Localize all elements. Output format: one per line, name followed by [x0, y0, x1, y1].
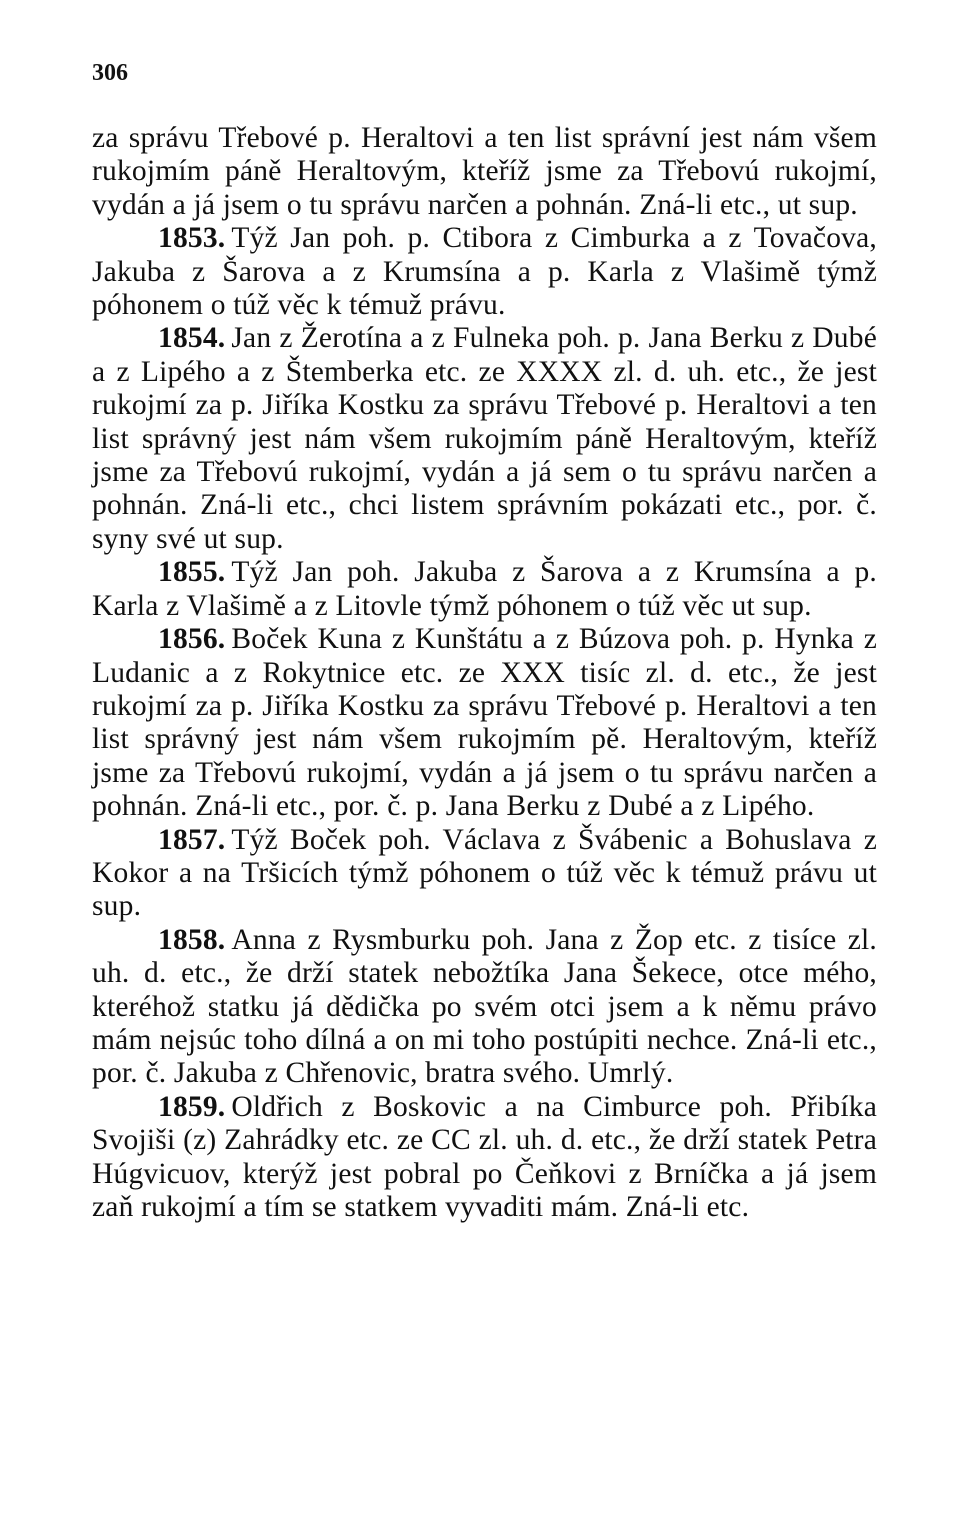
text-body	[92, 122, 877, 1224]
entry-number: 1857.	[158, 823, 226, 856]
entry-1855	[92, 556, 877, 623]
entry-number: 1853.	[158, 222, 226, 255]
entry-text: Týž Jan poh. p. Ctibora z Cimburka a z Tovačova, Jakuba z Šarova a z Krumsína a p. Karla z Vlašimě týmž póhonem o túž věc k témuž právu.	[92, 222, 877, 322]
paragraph-continuation	[92, 122, 877, 222]
entry-number: 1859.	[158, 1090, 226, 1123]
entry-number: 1855.	[158, 556, 226, 589]
entry-number: 1858.	[158, 923, 226, 956]
entry-1859	[92, 1091, 877, 1225]
page-number: 306	[92, 60, 128, 86]
entry-1853	[92, 222, 877, 322]
paragraph-text: za správu Třebové p. Heraltovi a ten list správní jest nám všem rukojmím páně Heraltovým, kteříž jsme za Třebovú rukojmí, vydán a já jsem o tu správu narčen a pohnán. Zná-li etc., ut sup.	[92, 122, 877, 221]
entry-1857	[92, 824, 877, 924]
entry-number: 1856.	[158, 623, 226, 656]
entry-1858	[92, 924, 877, 1091]
entry-number: 1854.	[158, 322, 226, 355]
entry-text: Oldřich z Boskovic a na Cimburce poh. Přibíka Svojiši (z) Zahrádky etc. ze CC zl. uh. d. etc., že drží statek Petra Húgvicuov, kterýž jest pobral po Čeňkovi z Brníčka a já jsem zaň rukojmí a tím se statkem vyvaditi mám. Zná-li etc.	[92, 1090, 877, 1223]
entry-text: Jan z Žerotína a z Fulneka poh. p. Jana Berku z Dubé a z Lipého a z Štemberka etc. ze XXXX zl. d. uh. etc., že jest rukojmí za p. Jiříka Kostku za správu Třebové p. Heraltovi a ten list správný jest nám všem rukojmím páně Heraltovým, kteříž jsme za Třebovú rukojmí, vydán a já sem o tu správu narčen a pohnán. Zná-li etc., chci listem správním pokázati etc., por. č. syny své ut sup.	[92, 322, 877, 555]
entry-text: Anna z Rysmburku poh. Jana z Žop etc. z tisíce zl. uh. d. etc., že drží statek nebožtíka Jana Šekece, otce mého, kteréhož statku já dědička po svém otci jsem a k němu právo mám nejsúc toho dílná a on mi toho postúpiti nechce. Zná-li etc., por. č. Jakuba z Chřenovic, bratra svého. Umrlý.	[92, 923, 877, 1090]
entry-1854	[92, 322, 877, 556]
entry-text: Týž Boček poh. Václava z Švábenic a Bohuslava z Kokor a na Tršicích týmž póhonem o túž věc k témuž právu ut sup.	[92, 823, 877, 923]
entry-text: Boček Kuna z Kunštátu a z Búzova poh. p. Hynka z Ludanic a z Rokytnice etc. ze XXX tisíc zl. d. etc., že jest rukojmí za p. Jiříka Kostku za správu Třebové p. Heraltovi a ten list správný jest nám všem rukojmím pě. Heraltovým, kteříž jsme za Třebovú rukojmí, vydán a já jsem o tu správu narčen a pohnán. Zná-li etc., por. č. p. Jana Berku z Dubé a z Lipého.	[92, 623, 877, 823]
entry-text: Týž Jan poh. Jakuba z Šarova a z Krumsína a p. Karla z Vlašimě a z Litovle týmž póhonem o túž věc ut sup.	[92, 556, 877, 622]
entry-1856	[92, 623, 877, 823]
